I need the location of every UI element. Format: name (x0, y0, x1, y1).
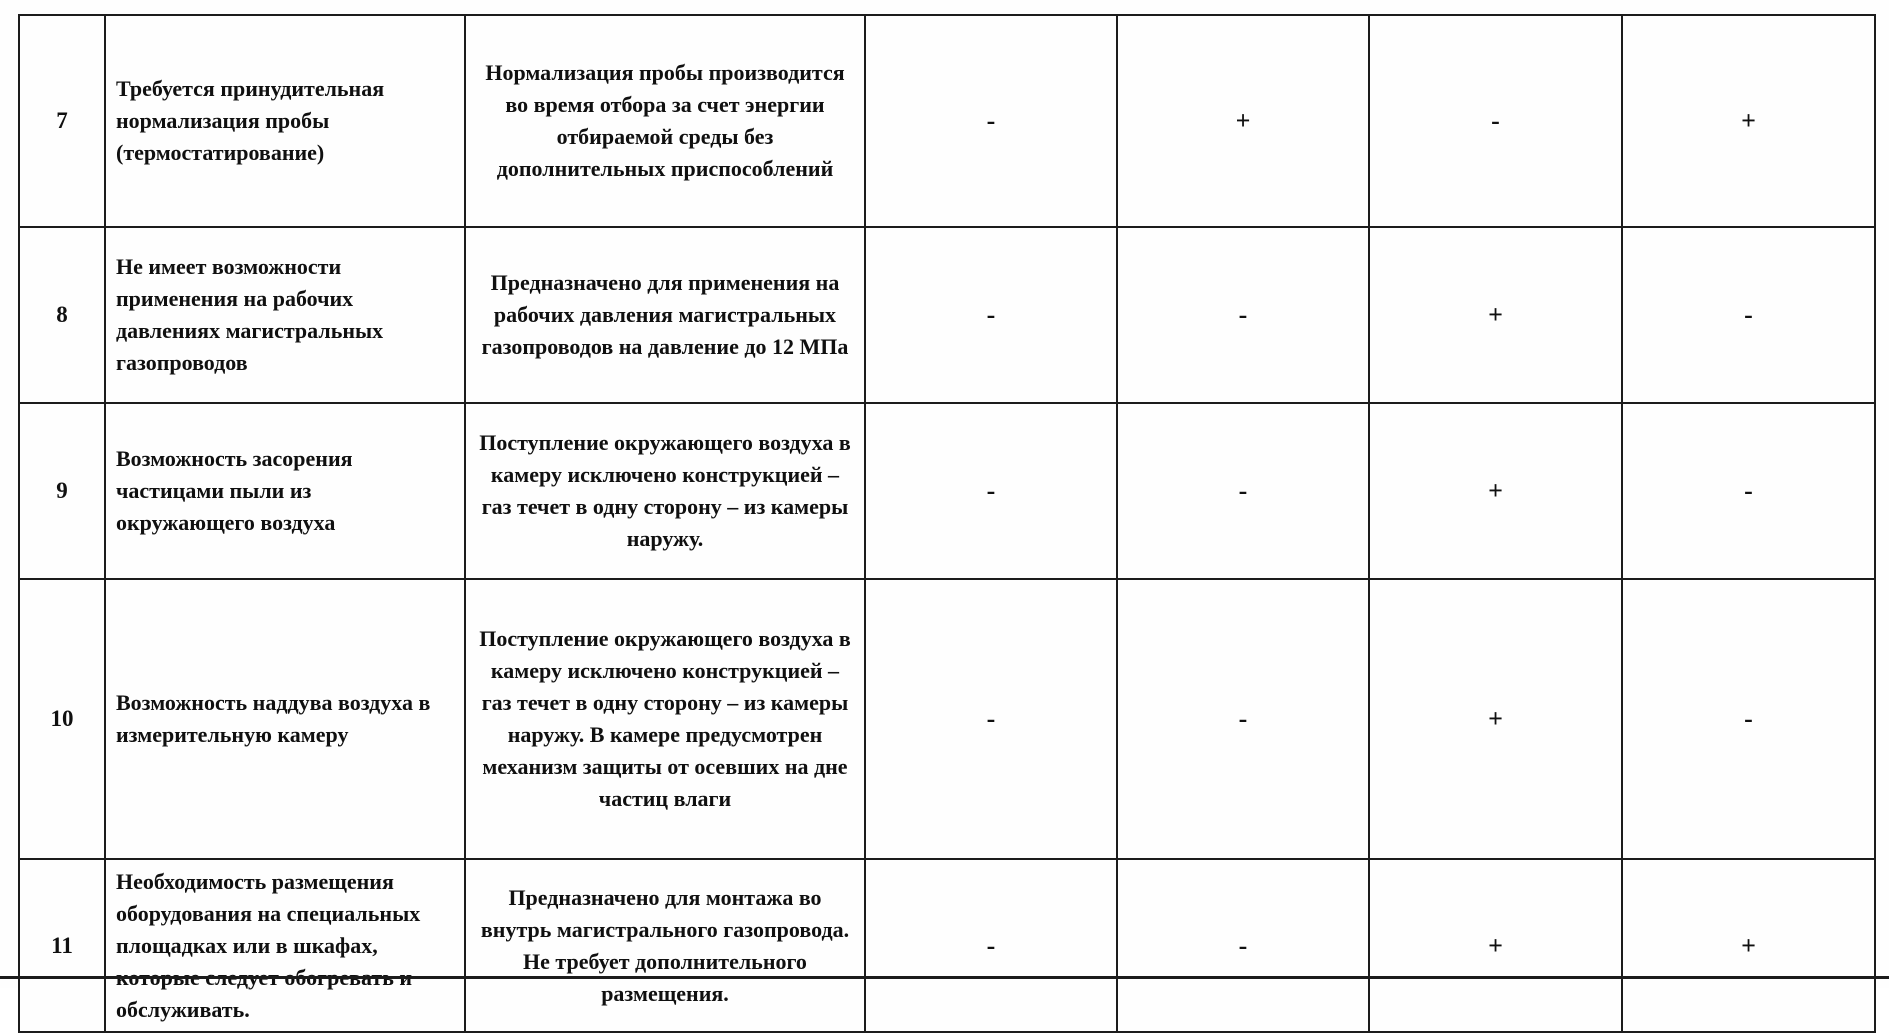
mark-cell: - (1622, 227, 1875, 403)
criterion-cell: Возможность засорения частицами пыли из окружающего воздуха (105, 403, 465, 579)
mark-cell: - (865, 859, 1117, 1032)
criterion-cell: Необходимость размещения оборудования на специальных площадках или в шкафах, которые следует обогревать и обслуживать. (105, 859, 465, 1032)
explanation-cell: Поступление окружающего воздуха в камеру исключено конструкцией – газ течет в одну сторону – из камеры наружу. В камере предусмотрен механизм защиты от осевших на дне частиц влаги (465, 579, 865, 859)
explanation-cell: Поступление окружающего воздуха в камеру исключено конструкцией – газ течет в одну сторону – из камеры наружу. (465, 403, 865, 579)
mark-cell: + (1369, 403, 1622, 579)
table-row (19, 227, 1875, 403)
row-number-cell: 8 (19, 227, 105, 403)
mark-cell: + (1369, 859, 1622, 1032)
mark-cell: - (1117, 403, 1369, 579)
mark-cell: + (1117, 15, 1369, 227)
mark-cell: - (1117, 227, 1369, 403)
mark-cell: + (1369, 227, 1622, 403)
mark-cell: - (1622, 579, 1875, 859)
mark-cell: - (865, 579, 1117, 859)
table-row (19, 859, 1875, 1032)
criterion-cell: Возможность наддува воздуха в измерительную камеру (105, 579, 465, 859)
table-row (19, 403, 1875, 579)
row-number-cell: 11 (19, 859, 105, 1032)
row-number-cell: 9 (19, 403, 105, 579)
row-number-cell: 7 (19, 15, 105, 227)
mark-cell: - (1369, 15, 1622, 227)
table-row (19, 579, 1875, 859)
criterion-cell: Требуется принудительная нормализация пробы (термостатирование) (105, 15, 465, 227)
row-number-cell: 10 (19, 579, 105, 859)
comparison-table (18, 14, 1876, 1033)
page-bottom-rule (0, 976, 1889, 979)
mark-cell: - (865, 227, 1117, 403)
mark-cell: + (1622, 859, 1875, 1032)
mark-cell: - (1622, 403, 1875, 579)
mark-cell: - (1117, 859, 1369, 1032)
mark-cell: - (1117, 579, 1369, 859)
table-row (19, 15, 1875, 227)
explanation-cell: Предназначено для монтажа во внутрь магистрального газопровода. Не требует дополнительного размещения. (465, 859, 865, 1032)
mark-cell: - (865, 15, 1117, 227)
criterion-cell: Не имеет возможности применения на рабочих давлениях магистральных газопроводов (105, 227, 465, 403)
mark-cell: - (865, 403, 1117, 579)
mark-cell: + (1622, 15, 1875, 227)
explanation-cell: Нормализация пробы производится во время отбора за счет энергии отбираемой среды без дополнительных приспособлений (465, 15, 865, 227)
mark-cell: + (1369, 579, 1622, 859)
explanation-cell: Предназначено для применения на рабочих давления магистральных газопроводов на давление до 12 МПа (465, 227, 865, 403)
